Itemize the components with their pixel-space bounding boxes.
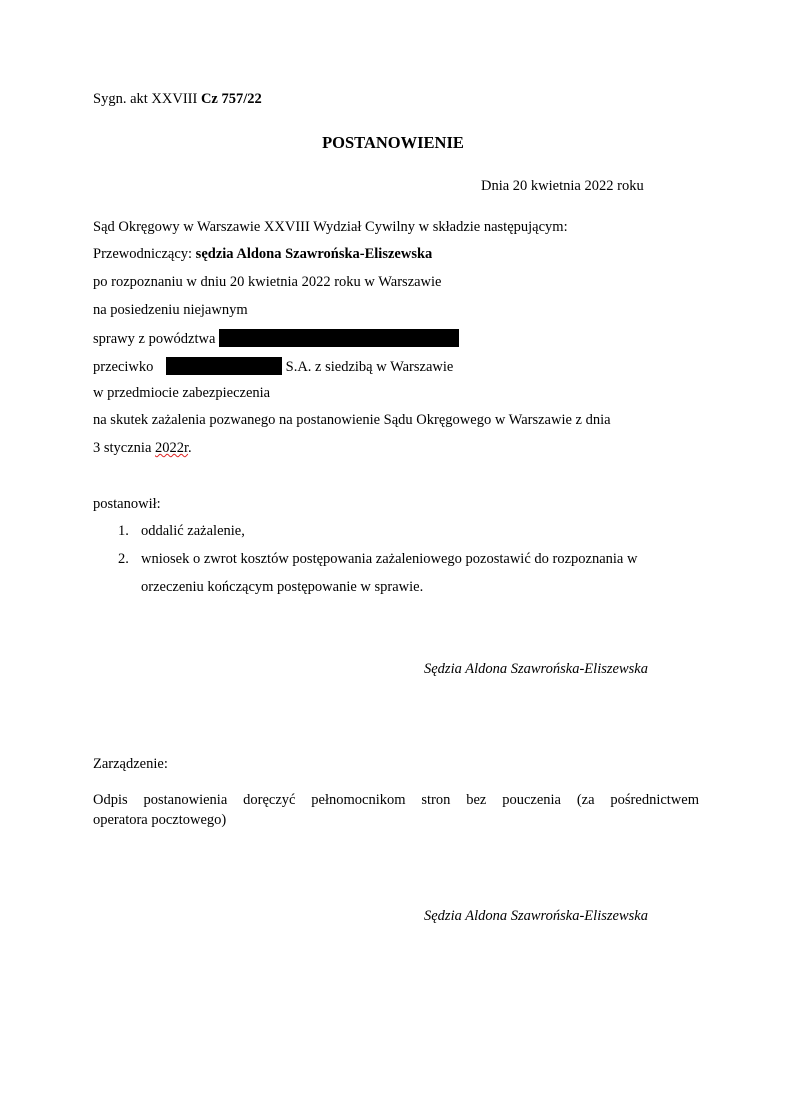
presiding-judge: sędzia Aldona Szawrońska-Eliszewska: [195, 246, 433, 262]
order-text-line: Odpis postanowienia doręczyć pełnomocnikom stron bez pouczenia (za pośrednictwem: [93, 792, 699, 808]
court-line: Sąd Okręgowy w Warszawie XXVIII Wydział Cywilny w składzie następującym:: [93, 219, 568, 235]
spellcheck-flagged-word[interactable]: 2022r: [155, 440, 189, 456]
presiding-line: [93, 246, 432, 263]
order-text-line: operatora pocztowego): [93, 812, 227, 828]
ruling-item-number: 2.: [118, 551, 129, 567]
appeal-date-suffix: .: [188, 440, 192, 456]
redacted-defendant: [166, 357, 282, 375]
defendant-suffix: S.A. z siedzibą w Warszawie: [282, 359, 454, 375]
plaintiff-label: sprawy z powództwa: [93, 331, 220, 347]
ruling-item-text: orzeczeniu kończącym postępowanie w sprawie.: [141, 579, 424, 595]
order-text: [93, 790, 699, 830]
appeal-line: na skutek zażalenia pozwanego na postanowienie Sądu Okręgowego w Warszawie z dnia: [93, 412, 611, 428]
order-signature: Sędzia Aldona Szawrońska-Eliszewska: [424, 908, 648, 924]
appeal-date-prefix: 3 stycznia: [93, 440, 156, 456]
ruling-label: postanowił:: [93, 496, 161, 512]
hearing-line: po rozpoznaniu w dniu 20 kwietnia 2022 roku w Warszawie: [93, 274, 442, 290]
defendant-label: przeciwko: [93, 359, 158, 375]
document-date: Dnia 20 kwietnia 2022 roku: [481, 178, 644, 194]
defendant-line: [93, 357, 453, 376]
subject-line: w przedmiocie zabezpieczenia: [93, 385, 271, 401]
case-prefix: Sygn. akt XXVIII: [93, 91, 201, 107]
ruling-item: [0, 551, 786, 571]
judge-signature: Sędzia Aldona Szawrońska-Eliszewska: [424, 661, 648, 677]
session-line: na posiedzeniu niejawnym: [93, 302, 248, 318]
presiding-label: Przewodniczący:: [93, 246, 196, 262]
ruling-item-number: 1.: [118, 523, 129, 539]
plaintiff-line: [93, 329, 459, 348]
ruling-item-text: oddalić zażalenie,: [141, 523, 245, 539]
case-number: Cz 757/22: [200, 91, 262, 107]
appeal-date-line: [93, 440, 192, 457]
ruling-item-text: wniosek o zwrot kosztów postępowania zażaleniowego pozostawić do rozpoznania w: [141, 551, 638, 567]
ruling-item-continuation: [0, 579, 786, 599]
ruling-item: [0, 523, 786, 543]
document-title: POSTANOWIENIE: [322, 133, 464, 152]
case-reference: [93, 91, 262, 108]
order-label: Zarządzenie:: [93, 756, 168, 772]
redacted-plaintiff: [219, 329, 459, 347]
